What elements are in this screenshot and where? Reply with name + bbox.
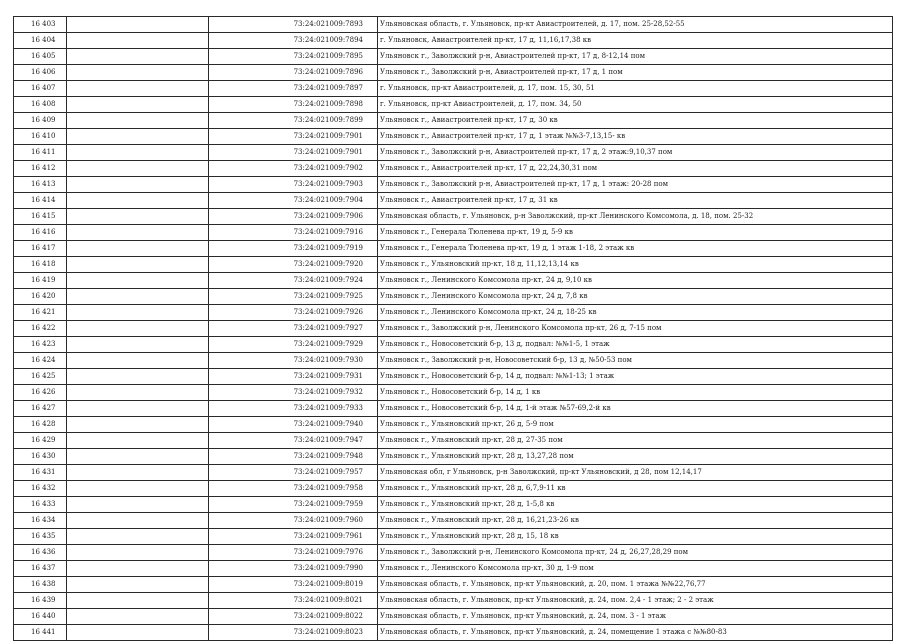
- address-cell: Ульяновск г., Новосоветский б-р, 13 д, подвал: №№1-5, 1 этаж: [378, 337, 893, 353]
- table-row: [14, 241, 893, 257]
- blank-cell: [67, 257, 209, 273]
- row-number-cell: 16 420: [14, 289, 67, 305]
- row-number-cell: 16 412: [14, 161, 67, 177]
- address-cell: Ульяновск г., Ленинского Комсомола пр-кт, 24 д, 9,10 кв: [378, 273, 893, 289]
- address-cell: Ульяновская обл, г Ульяновск, р-н Заволжский, пр-кт Ульяновский, д 28, пом 12,14,17: [378, 465, 893, 481]
- row-number-cell: 16 408: [14, 97, 67, 113]
- cadastral-number-cell: 73:24:021009:7931: [209, 369, 378, 385]
- blank-cell: [67, 113, 209, 129]
- cadastral-number-cell: 73:24:021009:7925: [209, 289, 378, 305]
- cadastral-number-cell: 73:24:021009:7947: [209, 433, 378, 449]
- cadastral-number-cell: 73:24:021009:7926: [209, 305, 378, 321]
- row-number-cell: 16 440: [14, 609, 67, 625]
- row-number-cell: 16 414: [14, 193, 67, 209]
- cadastral-number-cell: 73:24:021009:7927: [209, 321, 378, 337]
- table-row: [14, 49, 893, 65]
- cadastral-number-cell: 73:24:021009:7893: [209, 17, 378, 33]
- row-number-cell: 16 415: [14, 209, 67, 225]
- row-number-cell: 16 419: [14, 273, 67, 289]
- table-row: [14, 577, 893, 593]
- address-cell: Ульяновск г., Авиастроителей пр-кт, 17 д, 31 кв: [378, 193, 893, 209]
- address-cell: Ульяновск г., Заволжский р-н, Ленинского Комсомола пр-кт, 26 д, 7-15 пом: [378, 321, 893, 337]
- blank-cell: [67, 17, 209, 33]
- registry-table: [13, 16, 893, 641]
- blank-cell: [67, 529, 209, 545]
- address-cell: Ульяновск г., Ульяновский пр-кт, 28 д, 16,21,23-26 кв: [378, 513, 893, 529]
- address-cell: Ульяновск г., Новосоветский б-р, 14 д, 1 кв: [378, 385, 893, 401]
- cadastral-number-cell: 73:24:021009:8021: [209, 593, 378, 609]
- blank-cell: [67, 577, 209, 593]
- cadastral-number-cell: 73:24:021009:7895: [209, 49, 378, 65]
- blank-cell: [67, 129, 209, 145]
- table-row: [14, 353, 893, 369]
- address-cell: Ульяновск г., Авиастроителей пр-кт, 17 д, 1 этаж №№3-7,13,15- кв: [378, 129, 893, 145]
- table-row: [14, 65, 893, 81]
- blank-cell: [67, 81, 209, 97]
- address-cell: г. Ульяновск, Авиастроителей пр-кт, 17 д, 11,16,17,38 кв: [378, 33, 893, 49]
- row-number-cell: 16 433: [14, 497, 67, 513]
- cadastral-number-cell: 73:24:021009:7933: [209, 401, 378, 417]
- row-number-cell: 16 417: [14, 241, 67, 257]
- blank-cell: [67, 161, 209, 177]
- row-number-cell: 16 424: [14, 353, 67, 369]
- cadastral-number-cell: 73:24:021009:7976: [209, 545, 378, 561]
- blank-cell: [67, 385, 209, 401]
- row-number-cell: 16 439: [14, 593, 67, 609]
- row-number-cell: 16 406: [14, 65, 67, 81]
- address-cell: г. Ульяновск, пр-кт Авиастроителей, д. 17, пом. 34, 50: [378, 97, 893, 113]
- table-row: [14, 81, 893, 97]
- cadastral-number-cell: 73:24:021009:7920: [209, 257, 378, 273]
- row-number-cell: 16 405: [14, 49, 67, 65]
- cadastral-number-cell: 73:24:021009:7960: [209, 513, 378, 529]
- table-row: [14, 225, 893, 241]
- blank-cell: [67, 369, 209, 385]
- blank-cell: [67, 33, 209, 49]
- address-cell: Ульяновск г., Генерала Тюленева пр-кт, 19 д, 5-9 кв: [378, 225, 893, 241]
- cadastral-number-cell: 73:24:021009:7903: [209, 177, 378, 193]
- cadastral-number-cell: 73:24:021009:8022: [209, 609, 378, 625]
- blank-cell: [67, 433, 209, 449]
- table-row: [14, 33, 893, 49]
- table-row: [14, 209, 893, 225]
- table-row: [14, 497, 893, 513]
- address-cell: Ульяновск г., Ульяновский пр-кт, 28 д, 13,27,28 пом: [378, 449, 893, 465]
- cadastral-number-cell: 73:24:021009:8023: [209, 625, 378, 641]
- table-row: [14, 97, 893, 113]
- blank-cell: [67, 49, 209, 65]
- blank-cell: [67, 241, 209, 257]
- address-cell: Ульяновск г., Ленинского Комсомола пр-кт, 30 д, 1-9 пом: [378, 561, 893, 577]
- cadastral-number-cell: 73:24:021009:7897: [209, 81, 378, 97]
- address-cell: Ульяновск г., Авиастроителей пр-кт, 17 д, 30 кв: [378, 113, 893, 129]
- address-cell: Ульяновск г., Авиастроителей пр-кт, 17 д, 22,24,30,31 пом: [378, 161, 893, 177]
- table-row: [14, 385, 893, 401]
- cadastral-number-cell: 73:24:021009:7919: [209, 241, 378, 257]
- address-cell: Ульяновск г., Заволжский р-н, Авиастроителей пр-кт, 17 д, 2 этаж:9,10,37 пом: [378, 145, 893, 161]
- address-cell: Ульяновская область, г. Ульяновск, р-н Заволжский, пр-кт Ленинского Комсомола, д. 18, пом. 25-32: [378, 209, 893, 225]
- table-row: [14, 417, 893, 433]
- address-cell: Ульяновск г., Новосоветский б-р, 14 д, подвал: №№1-13; 1 этаж: [378, 369, 893, 385]
- blank-cell: [67, 65, 209, 81]
- table-row: [14, 593, 893, 609]
- blank-cell: [67, 193, 209, 209]
- cadastral-number-cell: 73:24:021009:7899: [209, 113, 378, 129]
- table-row: [14, 17, 893, 33]
- cadastral-number-cell: 73:24:021009:7894: [209, 33, 378, 49]
- blank-cell: [67, 321, 209, 337]
- table-row: [14, 545, 893, 561]
- address-cell: Ульяновск г., Заволжский р-н, Авиастроителей пр-кт, 17 д, 1 этаж: 20-28 пом: [378, 177, 893, 193]
- blank-cell: [67, 609, 209, 625]
- table-row: [14, 625, 893, 641]
- address-cell: Ульяновск г., Ульяновский пр-кт, 18 д, 11,12,13,14 кв: [378, 257, 893, 273]
- table-row: [14, 145, 893, 161]
- address-cell: Ульяновск г., Ульяновский пр-кт, 28 д, 27-35 пом: [378, 433, 893, 449]
- address-cell: Ульяновск г., Ульяновский пр-кт, 26 д, 5-9 пом: [378, 417, 893, 433]
- table-row: [14, 529, 893, 545]
- cadastral-number-cell: 73:24:021009:7940: [209, 417, 378, 433]
- table-row: [14, 161, 893, 177]
- table-row: [14, 337, 893, 353]
- registry-table-body: [14, 17, 893, 641]
- table-row: [14, 481, 893, 497]
- row-number-cell: 16 428: [14, 417, 67, 433]
- address-cell: Ульяновск г., Ульяновский пр-кт, 28 д, 1-5,8 кв: [378, 497, 893, 513]
- cadastral-number-cell: 73:24:021009:7906: [209, 209, 378, 225]
- address-cell: Ульяновск г., Заволжский р-н, Новосоветский б-р, 13 д, №50-53 пом: [378, 353, 893, 369]
- row-number-cell: 16 430: [14, 449, 67, 465]
- row-number-cell: 16 413: [14, 177, 67, 193]
- address-cell: Ульяновск г., Ленинского Комсомола пр-кт, 24 д, 18-25 кв: [378, 305, 893, 321]
- cadastral-number-cell: 73:24:021009:7959: [209, 497, 378, 513]
- address-cell: Ульяновск г., Новосоветский б-р, 14 д, 1-й этаж №57-69,2-й кв: [378, 401, 893, 417]
- blank-cell: [67, 481, 209, 497]
- blank-cell: [67, 209, 209, 225]
- address-cell: Ульяновская область, г. Ульяновск, пр-кт Ульяновский, д. 24, пом. 3 - 1 этаж: [378, 609, 893, 625]
- cadastral-number-cell: 73:24:021009:7929: [209, 337, 378, 353]
- cadastral-number-cell: 73:24:021009:7958: [209, 481, 378, 497]
- blank-cell: [67, 561, 209, 577]
- cadastral-number-cell: 73:24:021009:7948: [209, 449, 378, 465]
- table-row: [14, 129, 893, 145]
- blank-cell: [67, 177, 209, 193]
- cadastral-number-cell: 73:24:021009:8019: [209, 577, 378, 593]
- blank-cell: [67, 625, 209, 641]
- blank-cell: [67, 593, 209, 609]
- table-row: [14, 193, 893, 209]
- row-number-cell: 16 441: [14, 625, 67, 641]
- row-number-cell: 16 436: [14, 545, 67, 561]
- cadastral-number-cell: 73:24:021009:7896: [209, 65, 378, 81]
- row-number-cell: 16 426: [14, 385, 67, 401]
- row-number-cell: 16 410: [14, 129, 67, 145]
- row-number-cell: 16 421: [14, 305, 67, 321]
- blank-cell: [67, 497, 209, 513]
- address-cell: Ульяновск г., Генерала Тюленева пр-кт, 19 д, 1 этаж 1-18, 2 этаж кв: [378, 241, 893, 257]
- row-number-cell: 16 435: [14, 529, 67, 545]
- blank-cell: [67, 289, 209, 305]
- address-cell: Ульяновск г., Ульяновский пр-кт, 28 д, 15, 18 кв: [378, 529, 893, 545]
- address-cell: Ульяновск г., Ульяновский пр-кт, 28 д, 6,7,9-11 кв: [378, 481, 893, 497]
- table-row: [14, 401, 893, 417]
- row-number-cell: 16 423: [14, 337, 67, 353]
- address-cell: Ульяновская область, г. Ульяновск, пр-кт Ульяновский, д. 24, пом. 2,4 - 1 этаж; 2 - 2 этаж: [378, 593, 893, 609]
- row-number-cell: 16 403: [14, 17, 67, 33]
- table-row: [14, 113, 893, 129]
- row-number-cell: 16 427: [14, 401, 67, 417]
- address-cell: Ульяновск г., Заволжский р-н, Ленинского Комсомола пр-кт, 24 д, 26,27,28,29 пом: [378, 545, 893, 561]
- address-cell: Ульяновская область, г. Ульяновск, пр-кт Авиастроителей, д. 17, пом. 25-28,52-55: [378, 17, 893, 33]
- table-row: [14, 609, 893, 625]
- table-row: [14, 305, 893, 321]
- cadastral-number-cell: 73:24:021009:7990: [209, 561, 378, 577]
- blank-cell: [67, 417, 209, 433]
- address-cell: Ульяновск г., Заволжский р-н, Авиастроителей пр-кт, 17 д, 8-12,14 пом: [378, 49, 893, 65]
- row-number-cell: 16 422: [14, 321, 67, 337]
- blank-cell: [67, 449, 209, 465]
- table-row: [14, 273, 893, 289]
- table-row: [14, 177, 893, 193]
- row-number-cell: 16 411: [14, 145, 67, 161]
- cadastral-number-cell: 73:24:021009:7901: [209, 129, 378, 145]
- address-cell: Ульяновская область, г. Ульяновск, пр-кт Ульяновский, д. 24, помещение 1 этажа с №№80-83: [378, 625, 893, 641]
- row-number-cell: 16 425: [14, 369, 67, 385]
- table-row: [14, 513, 893, 529]
- table-row: [14, 369, 893, 385]
- blank-cell: [67, 225, 209, 241]
- row-number-cell: 16 404: [14, 33, 67, 49]
- blank-cell: [67, 401, 209, 417]
- table-row: [14, 433, 893, 449]
- blank-cell: [67, 305, 209, 321]
- blank-cell: [67, 273, 209, 289]
- row-number-cell: 16 429: [14, 433, 67, 449]
- cadastral-number-cell: 73:24:021009:7930: [209, 353, 378, 369]
- cadastral-number-cell: 73:24:021009:7902: [209, 161, 378, 177]
- blank-cell: [67, 97, 209, 113]
- row-number-cell: 16 438: [14, 577, 67, 593]
- blank-cell: [67, 337, 209, 353]
- table-row: [14, 465, 893, 481]
- row-number-cell: 16 407: [14, 81, 67, 97]
- table-row: [14, 289, 893, 305]
- row-number-cell: 16 409: [14, 113, 67, 129]
- row-number-cell: 16 432: [14, 481, 67, 497]
- cadastral-number-cell: 73:24:021009:7924: [209, 273, 378, 289]
- table-row: [14, 449, 893, 465]
- cadastral-number-cell: 73:24:021009:7904: [209, 193, 378, 209]
- address-cell: Ульяновская область, г. Ульяновск, пр-кт Ульяновский, д. 20, пом. 1 этажа №№22,76,77: [378, 577, 893, 593]
- cadastral-number-cell: 73:24:021009:7898: [209, 97, 378, 113]
- blank-cell: [67, 353, 209, 369]
- table-row: [14, 257, 893, 273]
- row-number-cell: 16 434: [14, 513, 67, 529]
- row-number-cell: 16 431: [14, 465, 67, 481]
- table-row: [14, 321, 893, 337]
- address-cell: Ульяновск г., Заволжский р-н, Авиастроителей пр-кт, 17 д, 1 пом: [378, 65, 893, 81]
- cadastral-number-cell: 73:24:021009:7916: [209, 225, 378, 241]
- cadastral-number-cell: 73:24:021009:7957: [209, 465, 378, 481]
- address-cell: г. Ульяновск, пр-кт Авиастроителей, д. 17, пом. 15, 30, 51: [378, 81, 893, 97]
- address-cell: Ульяновск г., Ленинского Комсомола пр-кт, 24 д, 7,8 кв: [378, 289, 893, 305]
- blank-cell: [67, 545, 209, 561]
- cadastral-number-cell: 73:24:021009:7901: [209, 145, 378, 161]
- row-number-cell: 16 416: [14, 225, 67, 241]
- blank-cell: [67, 145, 209, 161]
- blank-cell: [67, 513, 209, 529]
- row-number-cell: 16 437: [14, 561, 67, 577]
- row-number-cell: 16 418: [14, 257, 67, 273]
- cadastral-number-cell: 73:24:021009:7932: [209, 385, 378, 401]
- cadastral-number-cell: 73:24:021009:7961: [209, 529, 378, 545]
- table-row: [14, 561, 893, 577]
- blank-cell: [67, 465, 209, 481]
